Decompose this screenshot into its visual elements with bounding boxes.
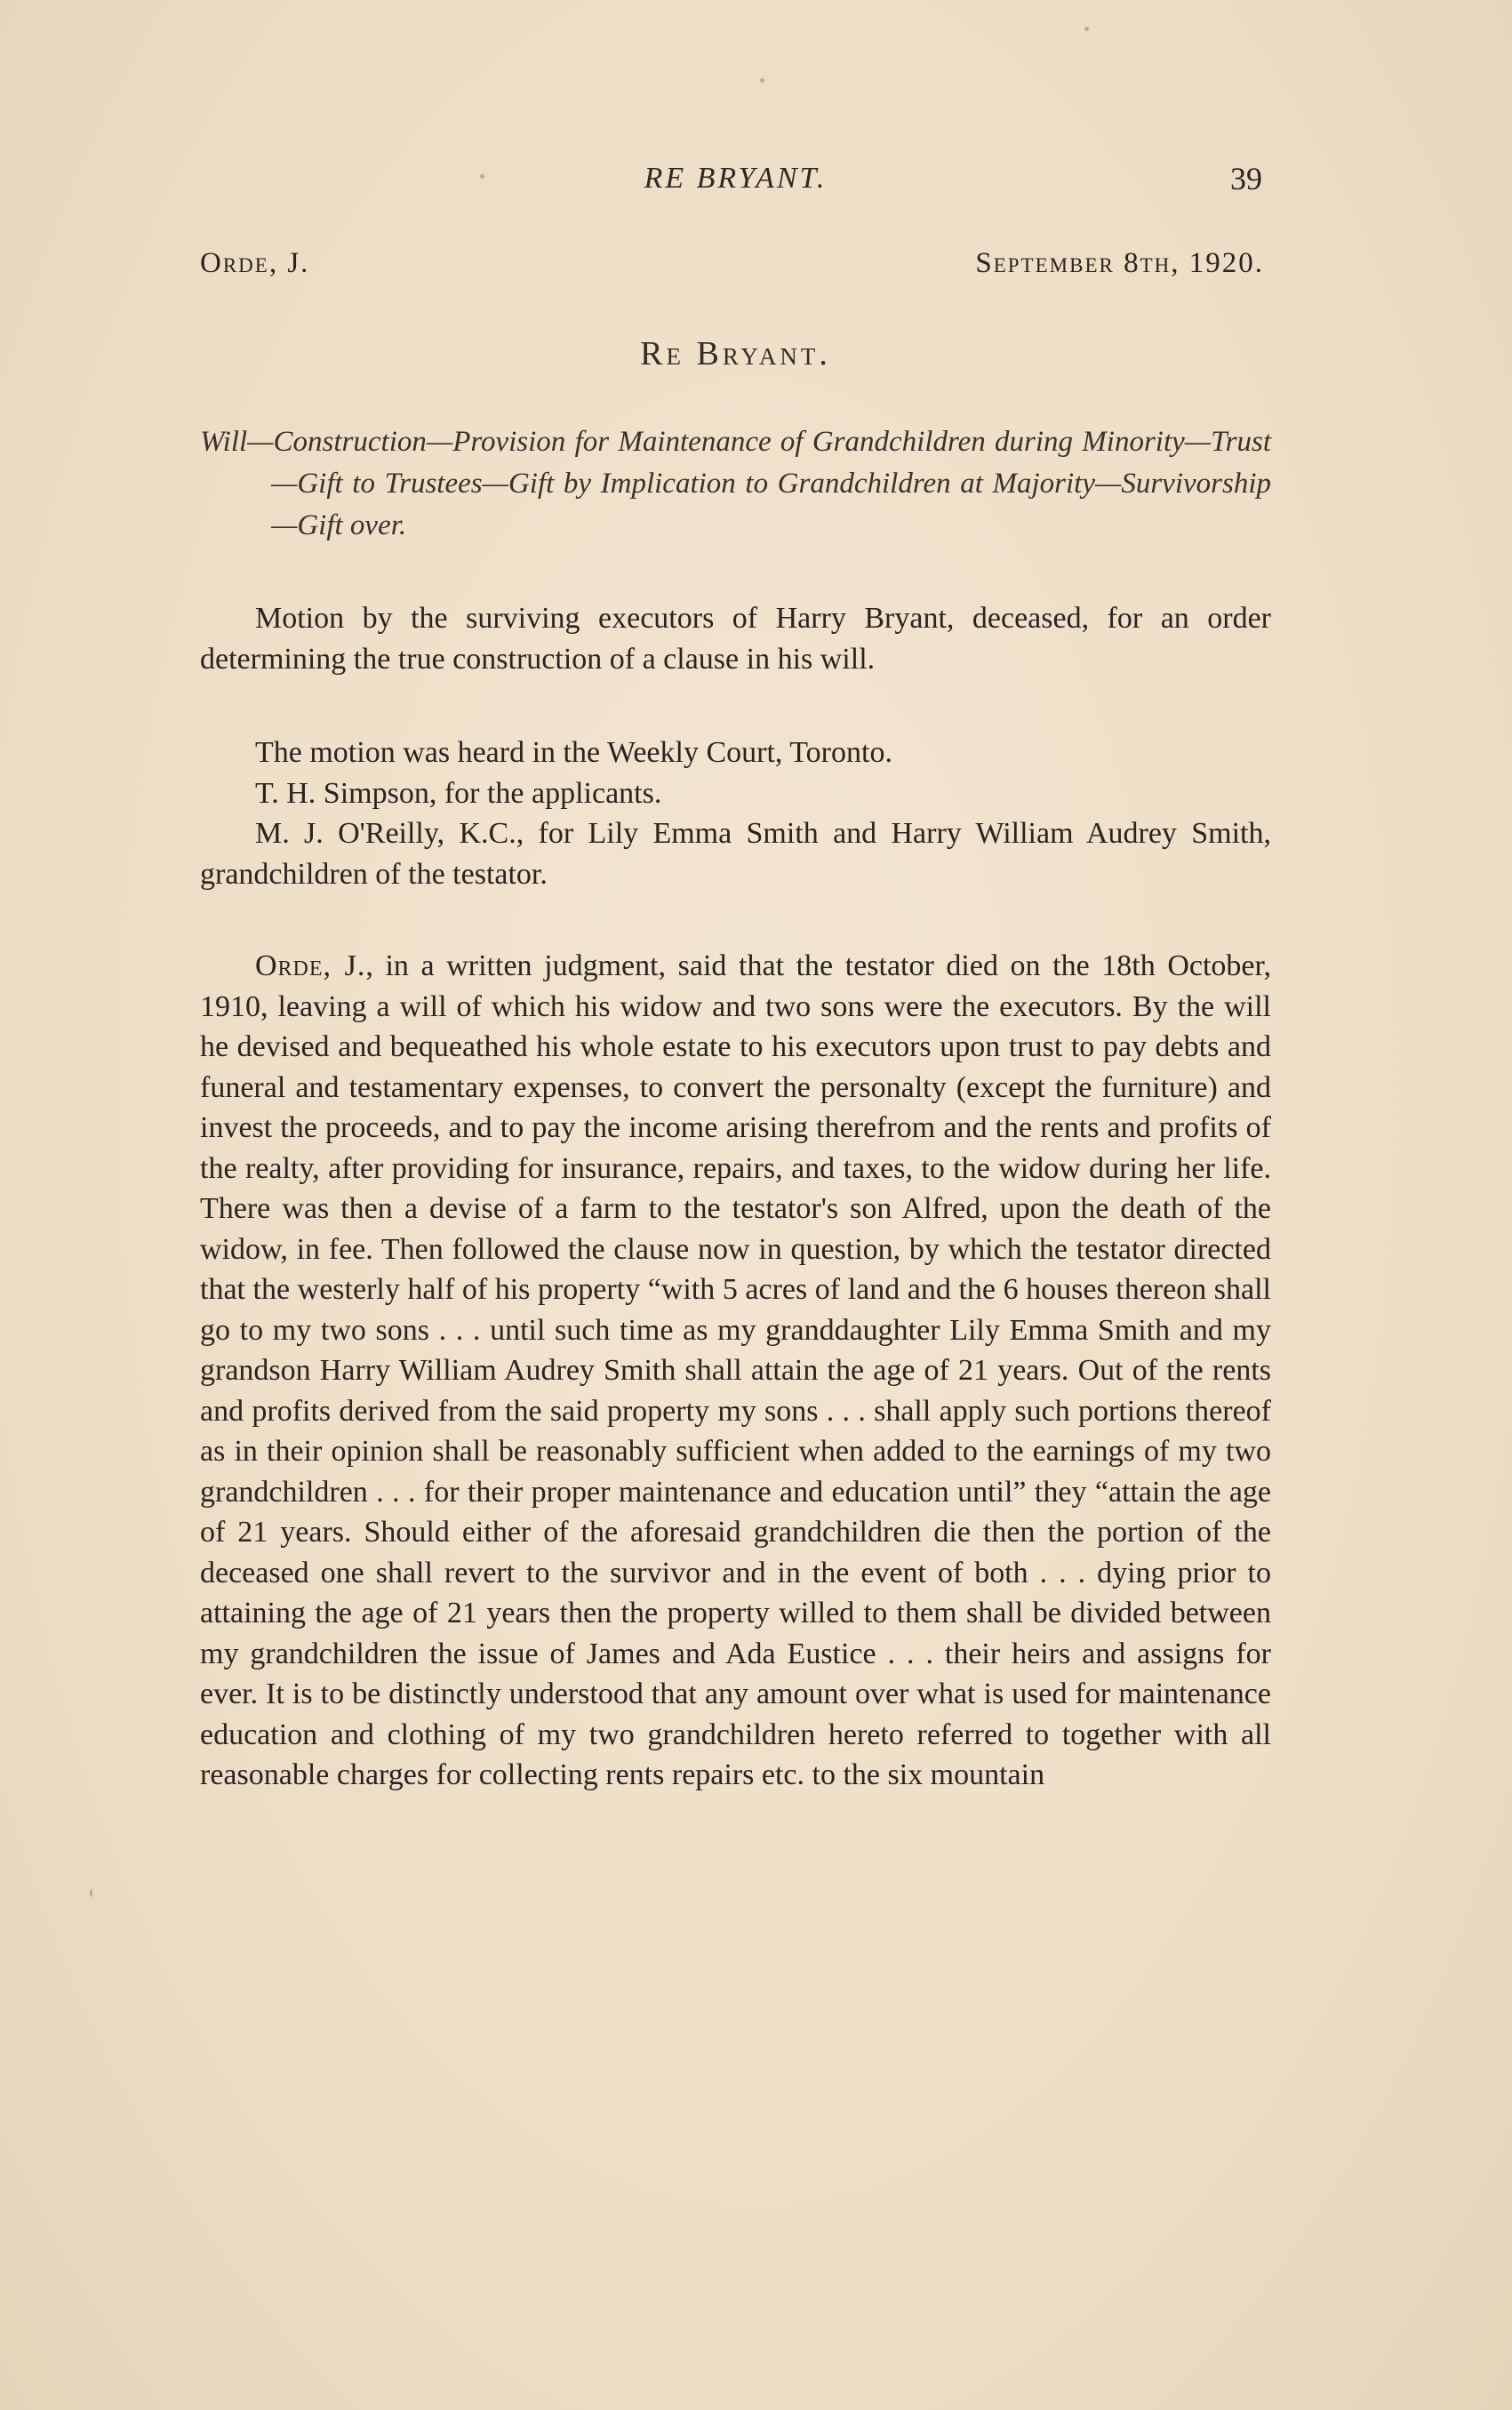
decision-date: September 8th, 1920. bbox=[975, 247, 1264, 279]
judge-name: Orde, J. bbox=[200, 247, 310, 279]
case-title: Re Bryant. bbox=[640, 335, 831, 372]
paper-speck bbox=[480, 174, 484, 179]
appearance-heard: The motion was heard in the Weekly Court, Toronto. bbox=[255, 736, 892, 769]
paper-speck bbox=[760, 78, 764, 83]
document-page bbox=[200, 151, 1271, 1796]
headnote: Will—Construction—Provision for Maintenance of Grandchildren during Minority—Trust—Gift to Trustees—Gift by Implication to Grandchildren at Majority—Survivorship—Gift over. bbox=[200, 426, 1271, 541]
paper-speck bbox=[1084, 27, 1089, 31]
judgment-paragraph bbox=[200, 946, 1271, 1796]
paper-speck bbox=[90, 1889, 92, 1897]
page-number: 39 bbox=[1230, 161, 1262, 196]
running-head bbox=[200, 151, 1271, 204]
appearance-grandchildren: M. J. O'Reilly, K.C., for Lily Emma Smith and Harry William Audrey Smith, grandchildren of the testator. bbox=[200, 817, 1271, 891]
date-line bbox=[200, 247, 1271, 300]
motion-paragraph: Motion by the surviving executors of Harry Bryant, deceased, for an order determining the true construction of a clause in his will. bbox=[200, 602, 1271, 676]
running-title: RE BRYANT. bbox=[644, 162, 828, 195]
judgment-text: , in a written judgment, said that the testator died on the 18th October, 1910, leaving a will of which his widow and two sons were the executors. By the will he devised and bequeathed his whole estate to his executors upon trust to pay debts and funeral and testamentary expenses, to convert the personalty (except the furniture) and invest the proceeds, and to pay the income arising therefrom and the rents and profits of the realty, after providing for insurance, repairs, and taxes, to the widow during her life. There was then a devise of a farm to the testator's son Alfred, upon the death of the widow, in fee. Then followed the clause now in question, by which the testator directed that the westerly half of his property “with 5 acres of land and the 6 houses thereon shall go to my two sons . . . until such time as my granddaughter Lily Emma Smith and my grandson Harry William Audrey Smith shall attain the age of 21 years. Out of the rents and profits derived from the said property my sons . . . shall apply such portions thereof as in their opinion shall be reasonably sufficient when added to the earnings of my two grandchildren . . . for their proper maintenance and education until” they “attain the age of 21 years. Should either of the aforesaid grandchildren die then the portion of the deceased one shall revert to the survivor and in the event of both . . . dying prior to attaining the age of 21 years then the property willed to them shall be divided between my grandchildren the issue of James and Ada Eustice . . . their heirs and assigns for ever. It is to be distinctly understood that any amount over what is used for maintenance education and clothing of my two grandchildren hereto referred to together with all reasonable charges for collecting rents repairs etc. to the six mountain bbox=[200, 949, 1271, 1791]
judgment-judge-name: Orde, J. bbox=[255, 949, 366, 982]
appearance-applicants: T. H. Simpson, for the applicants. bbox=[255, 776, 662, 810]
